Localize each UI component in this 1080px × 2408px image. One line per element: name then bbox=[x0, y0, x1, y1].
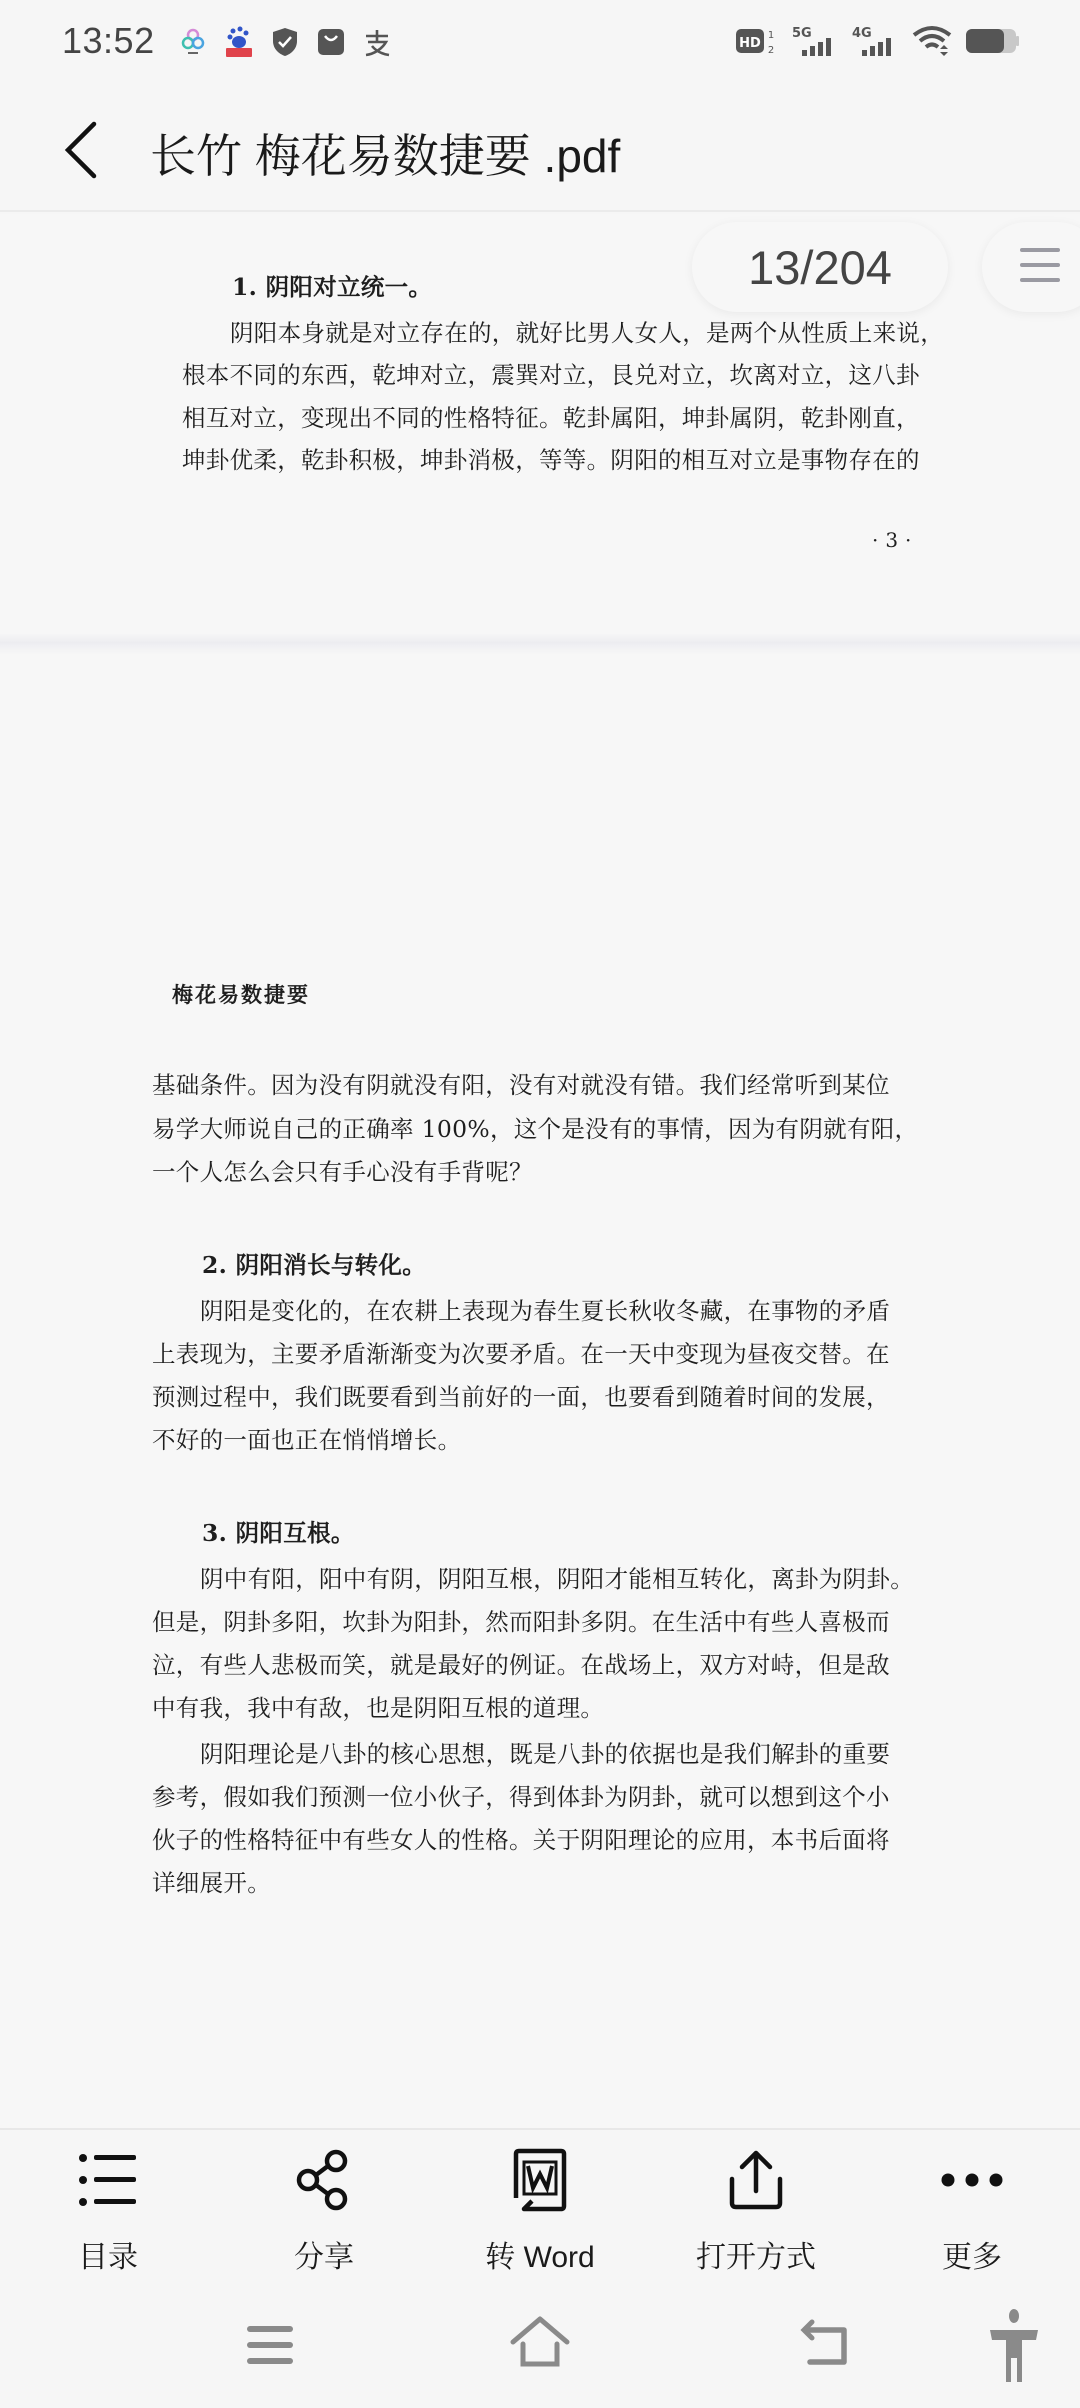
share-icon bbox=[292, 2148, 356, 2212]
text-line: 阴阳本身就是对立存在的，就好比男人女人，是两个从性质上来说， bbox=[230, 319, 944, 347]
text-line: 阴阳是变化的，在农耕上表现为春生夏长秋收冬藏，在事物的矛盾 bbox=[200, 1297, 891, 1325]
baidu-icon bbox=[224, 26, 254, 58]
outline-menu-button[interactable] bbox=[982, 222, 1080, 312]
text-line: 根本不同的东西，乾坤对立，震巽对立，艮兑对立，坎离对立，这八卦 bbox=[182, 361, 920, 389]
pdf-page-current bbox=[0, 654, 1080, 2129]
list-icon bbox=[76, 2148, 140, 2212]
more-icon bbox=[940, 2148, 1004, 2212]
shield-check-icon bbox=[270, 26, 300, 58]
svg-text:HD: HD bbox=[739, 36, 761, 51]
convert-to-word-button[interactable] bbox=[450, 2148, 630, 2278]
recents-icon bbox=[240, 2316, 300, 2376]
accessibility-button[interactable] bbox=[984, 2308, 1044, 2384]
open-with-icon bbox=[724, 2148, 788, 2212]
notification-icons bbox=[178, 26, 392, 58]
recents-button[interactable] bbox=[240, 2316, 300, 2376]
shopping-bag-icon bbox=[316, 26, 346, 58]
text-line: 不好的一面也正在悄悄增长。 bbox=[152, 1426, 462, 1454]
open-with-button[interactable] bbox=[666, 2148, 846, 2278]
hamburger-icon bbox=[1020, 248, 1060, 293]
open-with-label: 打开方式 bbox=[696, 2241, 816, 2274]
share-button[interactable] bbox=[234, 2148, 414, 2278]
svg-text:2: 2 bbox=[767, 45, 775, 56]
more-button[interactable] bbox=[882, 2148, 1062, 2278]
section-heading: 2. 阴阳消长与转化。 bbox=[202, 1251, 427, 1279]
text-line: 详细展开。 bbox=[152, 1869, 271, 1897]
signal-4g-icon bbox=[852, 24, 898, 62]
svg-text:1: 1 bbox=[767, 30, 775, 41]
hd-voice-icon bbox=[736, 25, 778, 61]
home-button[interactable] bbox=[510, 2316, 570, 2376]
text-line: 泣，有些人悲极而笑，就是最好的例证。在战场上，双方对峙，但是敌 bbox=[152, 1651, 890, 1679]
running-head: 梅花易数捷要 bbox=[172, 982, 310, 1007]
document-title: 长竹 梅花易数捷要 .pdf bbox=[150, 130, 621, 182]
text-line: 坤卦优柔，乾卦积极，坤卦消极，等等。阴阳的相互对立是事物存在的 bbox=[182, 446, 920, 474]
convert-to-word-label: 转 Word bbox=[485, 2241, 595, 2274]
back-icon bbox=[796, 2316, 856, 2376]
text-line: 阴阳理论是八卦的核心思想，既是八卦的依据也是我们解卦的重要 bbox=[200, 1740, 891, 1768]
page-separator bbox=[0, 634, 1080, 654]
toc-label: 目录 bbox=[78, 2241, 138, 2274]
back-nav-button[interactable] bbox=[796, 2316, 856, 2376]
page-number: · 3 · bbox=[872, 528, 912, 552]
text-line: 参考，假如我们预测一位小伙子，得到体卦为阴卦，就可以想到这个小 bbox=[152, 1783, 890, 1811]
status-time: 13:52 bbox=[62, 20, 155, 61]
page-indicator[interactable]: 13/204 bbox=[692, 222, 948, 312]
status-bar bbox=[0, 0, 1080, 86]
text-line: 中有我，我中有敌，也是阴阳互根的道理。 bbox=[152, 1694, 605, 1722]
toc-button[interactable] bbox=[18, 2148, 198, 2278]
svg-text:5G: 5G bbox=[792, 26, 812, 41]
svg-text:4G: 4G bbox=[852, 26, 872, 41]
more-label: 更多 bbox=[942, 2241, 1002, 2274]
back-button[interactable] bbox=[60, 118, 110, 182]
alipay-icon bbox=[362, 26, 392, 58]
pdf-viewport[interactable] bbox=[0, 214, 1080, 2129]
accessibility-icon bbox=[984, 2308, 1044, 2384]
text-line: 相互对立，变现出不同的性格特征。乾卦属阳，坤卦属阴，乾卦刚直， bbox=[182, 404, 920, 432]
wifi-icon bbox=[912, 25, 952, 61]
text-line: 阴中有阳，阳中有阴，阴阳互根，阴阳才能相互转化，离卦为阴卦。 bbox=[200, 1565, 914, 1593]
battery-icon bbox=[966, 27, 1020, 59]
app-header bbox=[0, 86, 1080, 212]
home-icon bbox=[510, 2316, 570, 2376]
text-line: 上表现为，主要矛盾渐渐变为次要矛盾。在一天中变现为昼夜交替。在 bbox=[152, 1340, 890, 1368]
share-label: 分享 bbox=[294, 2241, 354, 2274]
section-heading: 3. 阴阳互根。 bbox=[202, 1519, 355, 1547]
text-line: 一个人怎么会只有手心没有手背呢？ bbox=[152, 1158, 533, 1186]
text-line: 预测过程中，我们既要看到当前好的一面，也要看到随着时间的发展， bbox=[152, 1383, 890, 1411]
system-nav-bar bbox=[0, 2280, 1080, 2408]
chevron-left-icon bbox=[60, 120, 100, 180]
word-convert-icon bbox=[508, 2148, 572, 2212]
text-line: 基础条件。因为没有阴就没有阳，没有对就没有错。我们经常听到某位 bbox=[152, 1071, 890, 1099]
section-heading: 1. 阴阳对立统一。 bbox=[232, 273, 433, 301]
text-line: 但是，阴卦多阳，坎卦为阳卦，然而阳卦多阴。在生活中有些人喜极而 bbox=[152, 1608, 890, 1636]
system-status-icons bbox=[736, 24, 1020, 62]
app-clover-icon bbox=[178, 26, 208, 58]
signal-5g-icon bbox=[792, 24, 838, 62]
text-line: 伙子的性格特征中有些女人的性格。关于阴阳理论的应用，本书后面将 bbox=[152, 1826, 890, 1854]
text-line: 易学大师说自己的正确率 100%，这个是没有的事情，因为有阴就有阳， bbox=[152, 1115, 919, 1143]
bottom-toolbar bbox=[0, 2128, 1080, 2278]
